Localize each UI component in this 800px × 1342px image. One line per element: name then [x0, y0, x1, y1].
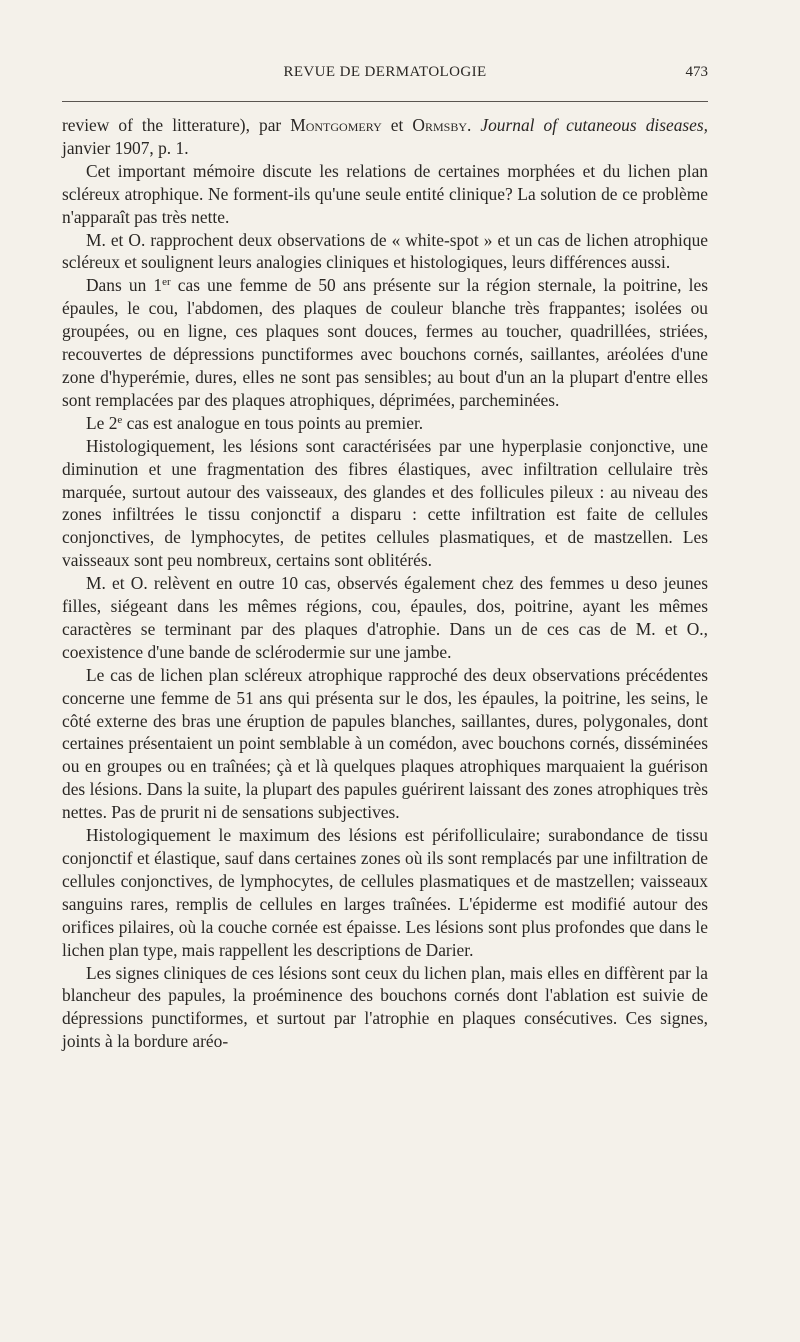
paragraph-text: Dans un 1 — [86, 275, 163, 296]
paragraph: M. et O. relèvent en outre 10 cas, observés également chez des femmes u deso jeunes filles, siégeant dans les mêmes régions, cou, épaules, dos, poitrine, ayant les mêmes caractères se terminant par des plaques d'atrophie. Dans un de ces cas de M. et O., coexistence d'une bande de sclérodermie sur une jambe. — [62, 573, 708, 662]
paragraph — [62, 274, 708, 411]
paragraph-text: Le 2 — [86, 412, 118, 433]
author-name: Montgomery — [290, 115, 382, 135]
page-header — [62, 64, 708, 88]
citation-text: et — [381, 115, 413, 135]
superscript: er — [162, 276, 171, 289]
paragraph-citation — [62, 114, 708, 160]
paragraph: Les signes cliniques de ces lésions sont ceux du lichen plan, mais elles en diffèrent par la blancheur des papules, la proéminence des bouchons cornés dont l'ablation est suivie de dépressions punctiformes, et surtout par l'atrophie en plaques consécutives. Ces signes, joints à la bordure aréo- — [62, 962, 708, 1052]
citation-text: review of the litterature), par — [62, 115, 291, 135]
paragraph — [62, 412, 708, 435]
journal-title: Journal of cutaneous diseases, — [480, 115, 709, 135]
paragraph-text: cas une femme de 50 ans présente sur la région sternale, la poitrine, les épaules, le cou, l'abdomen, des plaques de couleur blanche très frappantes; isolées ou groupées, ou en ligne, ces plaques sont douces, fermes au toucher, quadrillées, striées, recouvertes de dépressions punctiformes avec bouchons cornés, saillantes, aréolées d'une zone d'hyperémie, dures, elles ne sont pas sensibles; au bout d'un an la plupart d'entre elles sont remplacées par des plaques atrophiques, déprimées, parcheminées. — [62, 275, 708, 410]
citation-text: janvier 1907, p. 1. — [62, 137, 189, 158]
citation-text: . — [466, 115, 481, 135]
body-text — [62, 114, 708, 1053]
superscript: e — [117, 413, 123, 426]
page-number: 473 — [685, 64, 708, 80]
author-name: Ormsby — [412, 115, 467, 135]
running-title: REVUE DE DERMATOLOGIE — [283, 64, 487, 80]
paragraph: Histologiquement, les lésions sont caractérisées par une hyperplasie conjonctive, une diminution et une fragmentation des fibres élastiques, avec infiltration cellulaire très marquée, surtout autour des vaisseaux, des glandes et des follicules pileux : au niveau des zones infiltrées le tissu conjonctif a disparu : cette infiltration est faite de cellules conjonctives, de lymphocytes, de petites cellules plasmatiques, et de mastzellen. Les vaisseaux sont peu nombreux, certains sont oblitérés. — [62, 435, 708, 571]
paragraph-text: cas est analogue en tous points au premier. — [122, 412, 424, 433]
paragraph: M. et O. rapprochent deux observations de « white-spot » et un cas de lichen atrophique scléreux et soulignent leurs analogies cliniques et histologiques, leurs différences aussi. — [62, 229, 708, 273]
paragraph: Histologiquement le maximum des lésions est périfolliculaire; surabondance de tissu conjonctif et élastique, sauf dans certaines zones où ils sont remplacés par une infiltration de cellules conjonctives, de lymphocytes, de cellules plasmatiques et de mastzellen; vaisseaux sanguins rares, remplis de cellules en larges traînées. L'épiderme est modifié autour des orifices pilaires, où la couche cornée est épaisse. Les lésions sont plus profondes que dans le lichen plan type, mais rappellent les descriptions de Darier. — [62, 825, 708, 960]
paragraph: Cet important mémoire discute les relations de certaines morphées et du lichen plan scléreux atrophique. Ne forment-ils qu'une seule entité clinique? La solution de ce problème n'apparaît pas très nette. — [62, 160, 708, 227]
header-rule — [62, 101, 708, 102]
paragraph: Le cas de lichen plan scléreux atrophique rapproché des deux observations précédentes concerne une femme de 51 ans qui présenta sur le dos, les épaules, la poitrine, les seins, le côté externe des bras une éruption de papules blanches, saillantes, dures, polygonales, dont certaines présentaient un point semblable à un comédon, avec bouchons cornés, disséminées ou en groupes ou en traînées; çà et là quelques plaques atrophiques marquaient la guérison des lésions. Dans la suite, la plupart des papules guérirent laissant des zones atrophiques très nettes. Pas de prurit ni de sensations subjectives. — [62, 664, 708, 823]
